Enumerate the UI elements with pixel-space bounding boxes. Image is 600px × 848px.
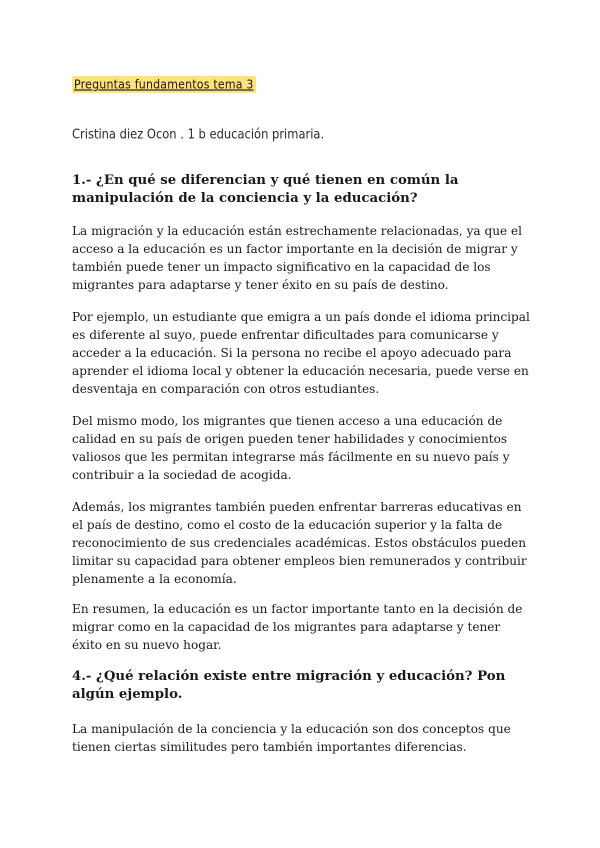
answer-paragraph: Del mismo modo, los migrantes que tienen acceso a una educación de calidad en su país de origen pueden tener habilidades y conocimientos valiosos que les permitan integrarse más fácilmente en su nuevo país y contribuir a la sociedad de acogida. [72,414,510,482]
answer-paragraph: En resumen, la educación es un factor importante tanto en la decisión de migrar como en la capacidad de los migrantes para adaptarse y tener éxito en su nuevo hogar. [72,602,523,652]
document-page [72,72,532,754]
author-line: Cristina diez Ocon . 1 b educación primaria. [72,126,325,143]
answer-paragraph: La migración y la educación están estrechamente relacionadas, ya que el acceso a la educación es un factor importante en la decisión de migrar y también puede tener un impacto significativo en la capacidad de los migrantes para adaptarse y tener éxito en su país de destino. [72,224,523,292]
answer-paragraph: Además, los migrantes también pueden enfrentar barreras educativas en el país de destino, como el costo de la educación superior y la falta de reconocimiento de sus credenciales académicas. Estos obstáculos pueden limitar su capacidad para obtener empleos bien remunerados y contribuir plenamente a la economía. [72,500,527,586]
document-title: Preguntas fundamentos tema 3 [74,77,254,92]
answer-paragraph: Por ejemplo, un estudiante que emigra a un país donde el idioma principal es diferente al suyo, puede enfrentar dificultades para comunicarse y acceder a la educación. Si la persona no recibe el apoyo adecuado para aprender el idioma local y obtener la educación necesaria, puede verse en desventaja en comparación con otros estudiantes. [72,310,530,396]
answer-paragraph: La manipulación de la conciencia y la educación son dos conceptos que tienen ciertas similitudes pero también importantes diferencias. [72,722,511,754]
question-1-heading: 1.- ¿En qué se diferencian y qué tienen en común la manipulación de la conciencia y la educación? [72,173,459,206]
question-4-heading: 4.- ¿Qué relación existe entre migración y educación? Pon algún ejemplo. [72,669,506,702]
